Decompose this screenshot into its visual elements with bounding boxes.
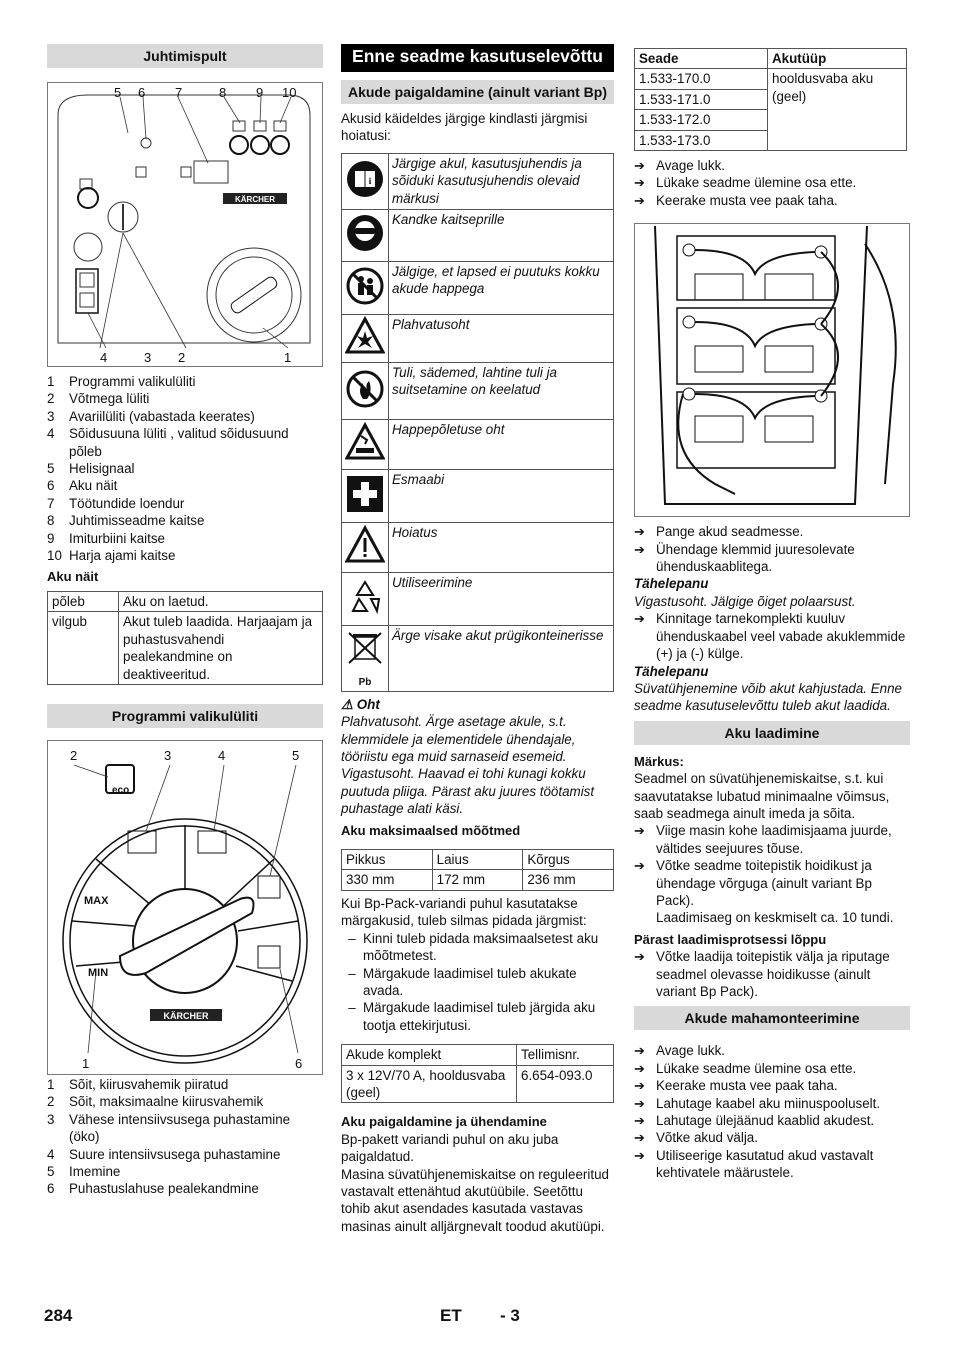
arrow-icon: ➔ bbox=[634, 1130, 645, 1146]
section-heading-mahamonteerimine: Akude mahamonteerimine bbox=[634, 1006, 910, 1030]
fig2-label-5: 5 bbox=[292, 747, 300, 763]
eco-label: eco bbox=[112, 784, 130, 796]
list-item: ➔ Lahutage kaabel aku miinuspooluselt. bbox=[634, 1095, 881, 1111]
markus-text: Seadmel on süvatühjenemiskaitse, s.t. kui saavutatakse lubatud minimaalne võimsus, saab seadmega ainult imeda ja sõita. bbox=[634, 771, 890, 821]
table-row: Utiliseerimine bbox=[342, 572, 614, 625]
control-panel-figure bbox=[47, 82, 323, 367]
list-item: – Kinni tuleb pidada maksimaalsetest aku mõõtmetest. bbox=[348, 930, 599, 964]
table-row: 1.533-172.0 bbox=[635, 110, 907, 130]
table-row: vilgub Akut tuleb laadida. Harjaajam ja puhastusvahendi pealekandmine on deaktiveeritud. bbox=[48, 612, 323, 685]
fig1-label-10: 10 bbox=[282, 85, 297, 100]
table-row: Akude komplekt Tellimisnr. bbox=[342, 1045, 614, 1065]
list-item: ➔ Avage lukk. bbox=[634, 158, 725, 174]
list-item: ➔ Võtke akud välja. bbox=[634, 1130, 758, 1146]
list-item: 8 Juhtimisseadme kaitse bbox=[47, 513, 205, 529]
battery-set-table bbox=[341, 1044, 614, 1103]
steps-2 bbox=[634, 523, 910, 575]
explosion-icon bbox=[342, 314, 389, 362]
arrow-icon: ➔ bbox=[634, 949, 645, 965]
column-3 bbox=[634, 44, 910, 1182]
fig1-label-8: 8 bbox=[219, 85, 227, 100]
tahelepanu-1-text: Vigastusoht. Jälgige õiget polaarsust. bbox=[634, 593, 856, 609]
battery-installation-figure bbox=[634, 223, 910, 517]
warning-table bbox=[341, 153, 614, 692]
bin-icon bbox=[342, 625, 389, 691]
battery-type-table bbox=[634, 48, 907, 151]
aku-nait-table bbox=[47, 591, 323, 685]
control-panel-legend bbox=[47, 373, 323, 564]
steps-1 bbox=[634, 157, 910, 209]
list-item: 9 Imiturbiini kaitse bbox=[47, 530, 165, 546]
table-row: 1.533-170.0 hooldusvaba aku (geel) bbox=[635, 69, 907, 89]
caution-small-icon: ⚠ bbox=[341, 696, 354, 712]
list-item: ➔ Võtke laadija toitepistik välja ja riputage seadmel olevasse hoidikusse (ainult variant Bp Pack). bbox=[634, 949, 890, 999]
manual-icon bbox=[342, 153, 389, 209]
list-item: 5 Helisignaal bbox=[47, 461, 135, 477]
table-row: Pb Ärge visake akut prügikonteinerisse bbox=[342, 625, 614, 691]
list-item: ➔ Keerake musta vee paak taha. bbox=[634, 1078, 838, 1094]
pb-label: Pb bbox=[358, 677, 372, 689]
dimension-table bbox=[341, 849, 614, 891]
fig1-label-1: 1 bbox=[284, 350, 292, 365]
charging-steps bbox=[634, 822, 910, 926]
markus-label: Märkus: bbox=[634, 753, 684, 769]
list-item: ➔ Keerake musta vee paak taha. bbox=[634, 192, 838, 208]
fig2-label-1: 1 bbox=[82, 1055, 90, 1071]
no-fire-icon bbox=[342, 362, 389, 419]
fig2-label-3: 3 bbox=[164, 747, 172, 763]
table-row: Esmaabi bbox=[342, 469, 614, 522]
tahelepanu-1-label: Tähelepanu bbox=[634, 576, 709, 592]
arrow-icon: ➔ bbox=[634, 1147, 645, 1163]
min-label: MIN bbox=[88, 966, 109, 979]
dash-list bbox=[341, 930, 614, 1034]
list-item: – Märgakude laadimisel tuleb järgida aku tootja ettekirjutusi. bbox=[348, 1000, 596, 1033]
list-item: 7 Töötundide loendur bbox=[47, 495, 185, 511]
children-icon bbox=[342, 261, 389, 314]
list-item: ➔ Kinnitage tarnekomplekti kuuluv ühenduskaabel veel vabade akuklemmide (+) ja (-) külge. bbox=[634, 611, 906, 662]
arrow-icon: ➔ bbox=[634, 1060, 645, 1076]
fig1-brand-logo: KÄRCHER bbox=[235, 195, 275, 204]
paig-text-1: Bp-pakett variandi puhul on aku juba paigaldatud. bbox=[341, 1131, 559, 1165]
arrow-icon: ➔ bbox=[634, 858, 645, 874]
aku-nait-heading: Aku näit bbox=[47, 569, 99, 585]
danger-note bbox=[341, 696, 614, 818]
list-item: 4 Sõidusuuna lüliti , valitud sõidusuund põleb bbox=[47, 426, 289, 459]
list-item: 6 Aku näit bbox=[47, 478, 118, 494]
list-item: ➔ Utiliseerige kasutatud akud vastavalt kehtivatele määrustele. bbox=[634, 1147, 874, 1181]
arrow-icon: ➔ bbox=[634, 1113, 645, 1129]
list-item: 3 Vähese intensiivsusega puhastamine (öko) bbox=[47, 1111, 291, 1145]
max-label: MAX bbox=[84, 894, 109, 907]
table-row: Jälgige, et lapsed ei puutuks kokku akude happega bbox=[342, 261, 614, 314]
list-item: 2 Võtmega lüliti bbox=[47, 391, 150, 407]
fig1-label-3: 3 bbox=[144, 350, 152, 365]
list-item: ➔ Lükake seadme ülemine osa ette. bbox=[634, 175, 857, 191]
control-panel-drawing bbox=[48, 83, 322, 366]
table-row: Kandke kaitseprille bbox=[342, 209, 614, 261]
parast-heading: Pärast laadimisprotsessi lõppu bbox=[634, 931, 827, 947]
fig1-label-6: 6 bbox=[138, 85, 146, 100]
acid-icon bbox=[342, 419, 389, 469]
section-heading-akude: Akude paigaldamine (ainult variant Bp) bbox=[341, 80, 614, 104]
arrow-icon: ➔ bbox=[634, 823, 645, 839]
arrow-icon: ➔ bbox=[634, 611, 645, 627]
section-heading-programmi: Programmi valikulüliti bbox=[47, 704, 323, 728]
svg-text:i: i bbox=[368, 176, 372, 187]
list-item: – Märgakude laadimisel tuleb akukate avada. bbox=[348, 965, 577, 998]
list-item: ➔ Lahutage ülejäänud kaablid akudest. bbox=[634, 1113, 875, 1129]
intro-text: Akusid käideldes järgige kindlasti järgmisi hoiatusi: bbox=[341, 111, 588, 144]
table-row: Hoiatus bbox=[342, 522, 614, 572]
arrow-icon: ➔ bbox=[634, 158, 645, 174]
arrow-icon: ➔ bbox=[634, 192, 645, 208]
section-heading-laadimine: Aku laadimine bbox=[634, 721, 910, 745]
table-row: 1.533-173.0 bbox=[635, 130, 907, 150]
column-1 bbox=[47, 44, 323, 1198]
page-sub-number: - 3 bbox=[500, 1306, 520, 1325]
list-item: ➔ Ühendage klemmid juuresolevate ühenduskaablitega. bbox=[634, 541, 855, 575]
list-item: ➔ Viige masin kohe laadimisjaama juurde, vältides seejuures tõuse. bbox=[634, 823, 892, 856]
tahelepanu-2-text: Süvatühjenemine võib akut kahjustada. Enne seadme kasutuselevõttu tuleb akut laadida. bbox=[634, 680, 902, 714]
column-2 bbox=[341, 44, 614, 1235]
oht-label: Oht bbox=[356, 696, 380, 712]
section-heading-juhtimispult: Juhtimispult bbox=[47, 44, 323, 68]
caution-icon bbox=[342, 522, 389, 572]
fig1-label-9: 9 bbox=[256, 85, 264, 100]
list-item: 1 Programmi valikulüliti bbox=[47, 374, 196, 389]
table-row: 330 mm 172 mm 236 mm bbox=[342, 870, 614, 890]
list-item: 4 Suure intensiivsusega puhastamine bbox=[47, 1146, 281, 1162]
fig2-label-6: 6 bbox=[295, 1055, 303, 1071]
fig1-label-2: 2 bbox=[178, 350, 186, 365]
list-item: ➔ Võtke seadme toitepistik hoidikust ja ühendage võrguga (ainult variant Bp Pack). Laadimisaeg on keskmiselt ca. 10 tundi. bbox=[634, 858, 894, 926]
recycle-icon bbox=[342, 572, 389, 625]
arrow-icon: ➔ bbox=[634, 175, 645, 191]
oht-text-2: Vigastusoht. Haavad ei tohi kunagi kokku puutuda pliiga. Pärast aku juures töötamist puhastage alati käsi. bbox=[341, 766, 595, 817]
aku-max-heading: Aku maksimaalsed mõõtmed bbox=[341, 822, 521, 838]
first-aid-icon bbox=[342, 469, 389, 522]
arrow-icon: ➔ bbox=[634, 541, 645, 557]
battery-installation-drawing bbox=[635, 224, 909, 516]
list-item: 5 Imemine bbox=[47, 1163, 121, 1179]
removal-steps bbox=[634, 1042, 910, 1181]
table-row: 3 x 12V/70 A, hooldusvaba (geel) 6.654-093.0 bbox=[342, 1065, 614, 1103]
list-item: ➔ Avage lukk. bbox=[634, 1043, 725, 1059]
list-item: ➔ Pange akud seadmesse. bbox=[634, 524, 804, 540]
list-item: 3 Avariilüliti (vabastada keerates) bbox=[47, 408, 255, 424]
list-item: 10 Harja ajami kaitse bbox=[47, 548, 176, 564]
program-selector-legend bbox=[47, 1076, 323, 1198]
oht-text-1: Plahvatusoht. Ärge asetage akule, s.t. klemmidele ja elementidele ühendajale, tööriistu ega muid sarnaseid esemeid. bbox=[341, 714, 576, 765]
table-row: Tuli, sädemed, lahtine tuli ja suitsetamine on keelatud bbox=[342, 362, 614, 419]
arrow-icon: ➔ bbox=[634, 1043, 645, 1059]
list-item: ➔ Lükake seadme ülemine osa ette. bbox=[634, 1060, 857, 1076]
table-row: Pikkus Laius Kõrgus bbox=[342, 850, 614, 870]
goggles-icon bbox=[342, 209, 389, 261]
paigaldamine-heading: Aku paigaldamine ja ühendamine bbox=[341, 1114, 547, 1130]
page-number: 284 bbox=[44, 1306, 73, 1325]
tahelepanu-2-label: Tähelepanu bbox=[634, 663, 709, 679]
list-item: 6 Puhastuslahuse pealekandmine bbox=[47, 1181, 259, 1197]
fig2-brand-logo: KÄRCHER bbox=[163, 1010, 209, 1021]
arrow-icon: ➔ bbox=[634, 1078, 645, 1094]
table-row: Plahvatusoht bbox=[342, 314, 614, 362]
fig1-label-4: 4 bbox=[100, 350, 108, 365]
table-row: Happepõletuse oht bbox=[342, 419, 614, 469]
language-code: ET bbox=[440, 1306, 462, 1325]
table-row: põleb Aku on laetud. bbox=[48, 591, 323, 611]
paig-text-2: Masina süvatühjenemiskaitse on reguleeritud vastavalt ettenähtud akutüübile. Seetõttu tohib akut asendades kasutada vastavas masinas ainult alljärgnevalt toodud akutüüpi. bbox=[341, 1166, 609, 1234]
fig2-label-2: 2 bbox=[70, 747, 78, 763]
program-selector-figure bbox=[47, 740, 323, 1075]
table-row: i Järgige akul, kasutusjuhendis ja sõiduki kasutusjuhendis olevaid märkusi bbox=[342, 153, 614, 209]
section-heading-enne: Enne seadme kasutuselevõttu bbox=[341, 44, 614, 72]
arrow-icon: ➔ bbox=[634, 524, 645, 540]
fig2-label-4: 4 bbox=[218, 747, 226, 763]
table-row: Seade Akutüüp bbox=[635, 49, 907, 69]
fig1-label-7: 7 bbox=[175, 85, 183, 100]
list-item: 1 Sõit, kiirusvahemik piiratud bbox=[47, 1076, 229, 1092]
list-item: 2 Sõit, maksimaalne kiirusvahemik bbox=[47, 1094, 264, 1110]
table-row: 1.533-171.0 bbox=[635, 89, 907, 109]
arrow-icon: ➔ bbox=[634, 1095, 645, 1111]
fig1-label-5: 5 bbox=[114, 85, 122, 100]
bp-text: Kui Bp-Pack-variandi puhul kasutatakse märgakusid, tuleb silmas pidada järgmist: bbox=[341, 895, 587, 929]
